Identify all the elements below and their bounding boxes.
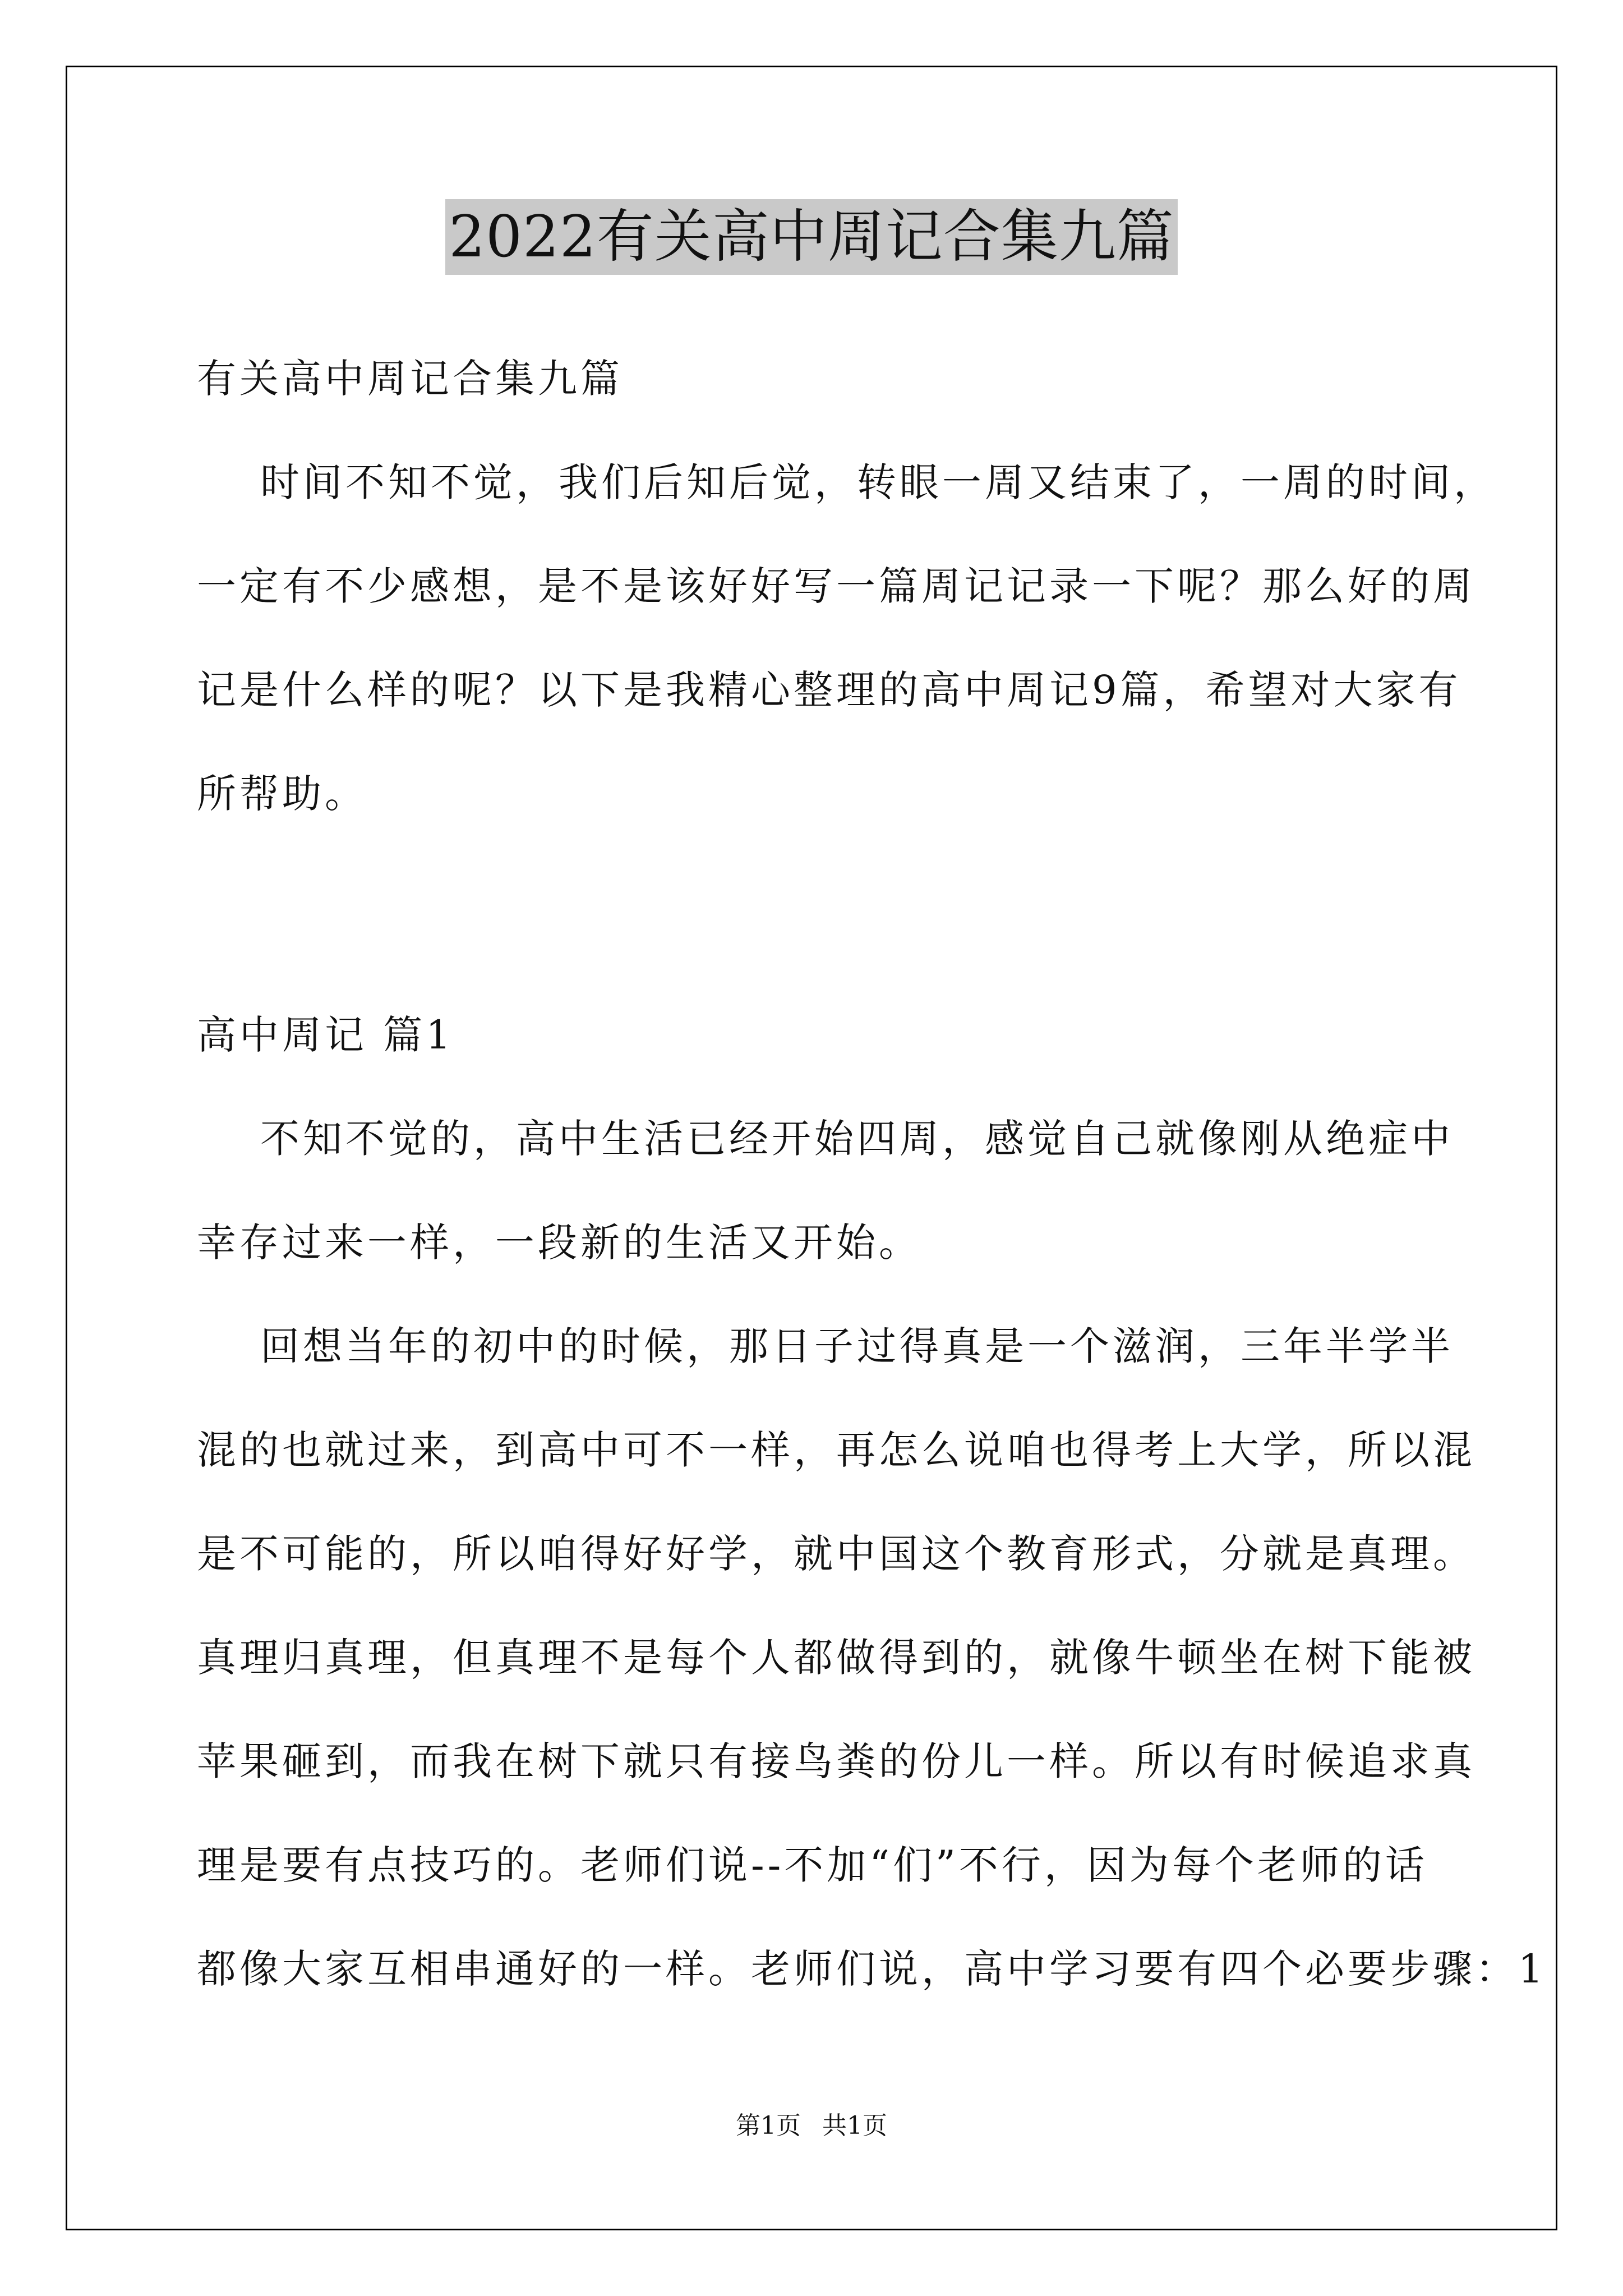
body-line: 回想当年的初中的时候，那日子过得真是一个滋润，三年半学半 bbox=[197, 1323, 1454, 1369]
page-total: 共1页 bbox=[822, 2111, 887, 2140]
page-number: 第1页 bbox=[736, 2111, 801, 2140]
body-line: 是不可能的，所以咱得好好学，就中国这个教育形式，分就是真理。 bbox=[197, 1531, 1476, 1577]
title-container bbox=[0, 199, 1623, 275]
page-footer bbox=[0, 2109, 1623, 2143]
body-line: 真理归真理，但真理不是每个人都做得到的，就像牛顿坐在树下能被 bbox=[197, 1635, 1476, 1681]
body-line: 所帮助。 bbox=[197, 771, 367, 817]
body-line: 记是什么样的呢？以下是我精心整理的高中周记9篇，希望对大家有 bbox=[197, 667, 1461, 713]
section-heading: 高中周记 篇1 bbox=[197, 1012, 454, 1058]
body-line: 时间不知不觉，我们后知后觉，转眼一周又结束了，一周的时间， bbox=[197, 459, 1497, 505]
body-line: 都像大家互相串通好的一样。老师们说，高中学习要有四个必要步骤：1 bbox=[197, 1946, 1547, 1992]
body-line: 幸存过来一样，一段新的生活又开始。 bbox=[197, 1220, 921, 1266]
subtitle-line: 有关高中周记合集九篇 bbox=[197, 356, 623, 402]
body-line: 理是要有点技巧的。老师们说--不加“们”不行，因为每个老师的话 bbox=[197, 1842, 1428, 1888]
body-line: 混的也就过来，到高中可不一样，再怎么说咱也得考上大学，所以混 bbox=[197, 1427, 1476, 1473]
document-title: 2022有关高中周记合集九篇 bbox=[445, 199, 1178, 275]
body-line: 苹果砸到，而我在树下就只有接鸟粪的份儿一样。所以有时候追求真 bbox=[197, 1738, 1476, 1784]
body-line: 一定有不少感想，是不是该好好写一篇周记记录一下呢？那么好的周 bbox=[197, 563, 1476, 609]
body-line: 不知不觉的，高中生活已经开始四周，感觉自己就像刚从绝症中 bbox=[197, 1116, 1454, 1162]
